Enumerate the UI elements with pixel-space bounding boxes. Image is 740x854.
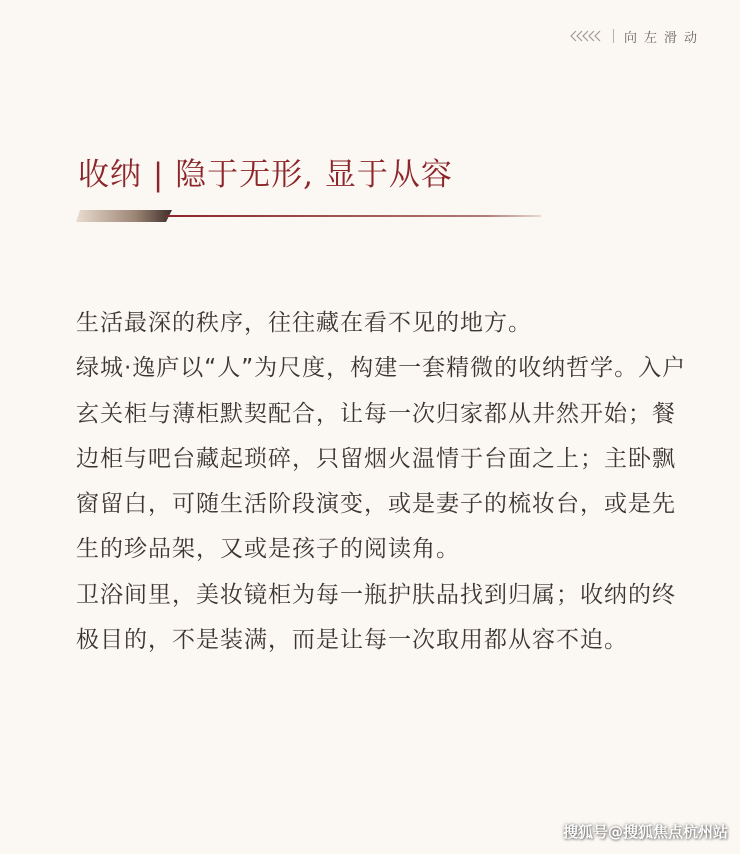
hint-divider xyxy=(613,29,614,43)
paragraph-2: 绿城·逸庐以“人”为尺度，构建一套精微的收纳哲学。入户玄关柜与薄柜默契配合，让每一次归家都从井然开始；餐边柜与吧台藏起琐碎，只留烟火温情于台面之上；主卧飘窗留白，可随生活阶段演变，或是妻子的梳妆台，或是先生的珍品架，又或是孩子的阅读角。 xyxy=(76,355,687,563)
watermark: 搜狐号@搜狐焦点杭州站 xyxy=(562,823,728,841)
title-underline xyxy=(76,208,541,226)
paragraph-3: 卫浴间里，美妆镜柜为每一瓶护肤品找到归属；收纳的终极目的，不是装满，而是让每一次取用都从容不迫。 xyxy=(76,581,676,654)
body-text xyxy=(76,301,696,663)
swipe-hint-label: 向左滑动 xyxy=(623,30,704,46)
section-title: 收纳 | 隐于无形, 显于从容 xyxy=(78,157,453,193)
swipe-hint[interactable] xyxy=(569,23,704,49)
paragraph-1: 生活最深的秩序，往往藏在看不见的地方。 xyxy=(76,310,532,336)
chevron-double-left-icon xyxy=(569,29,603,43)
